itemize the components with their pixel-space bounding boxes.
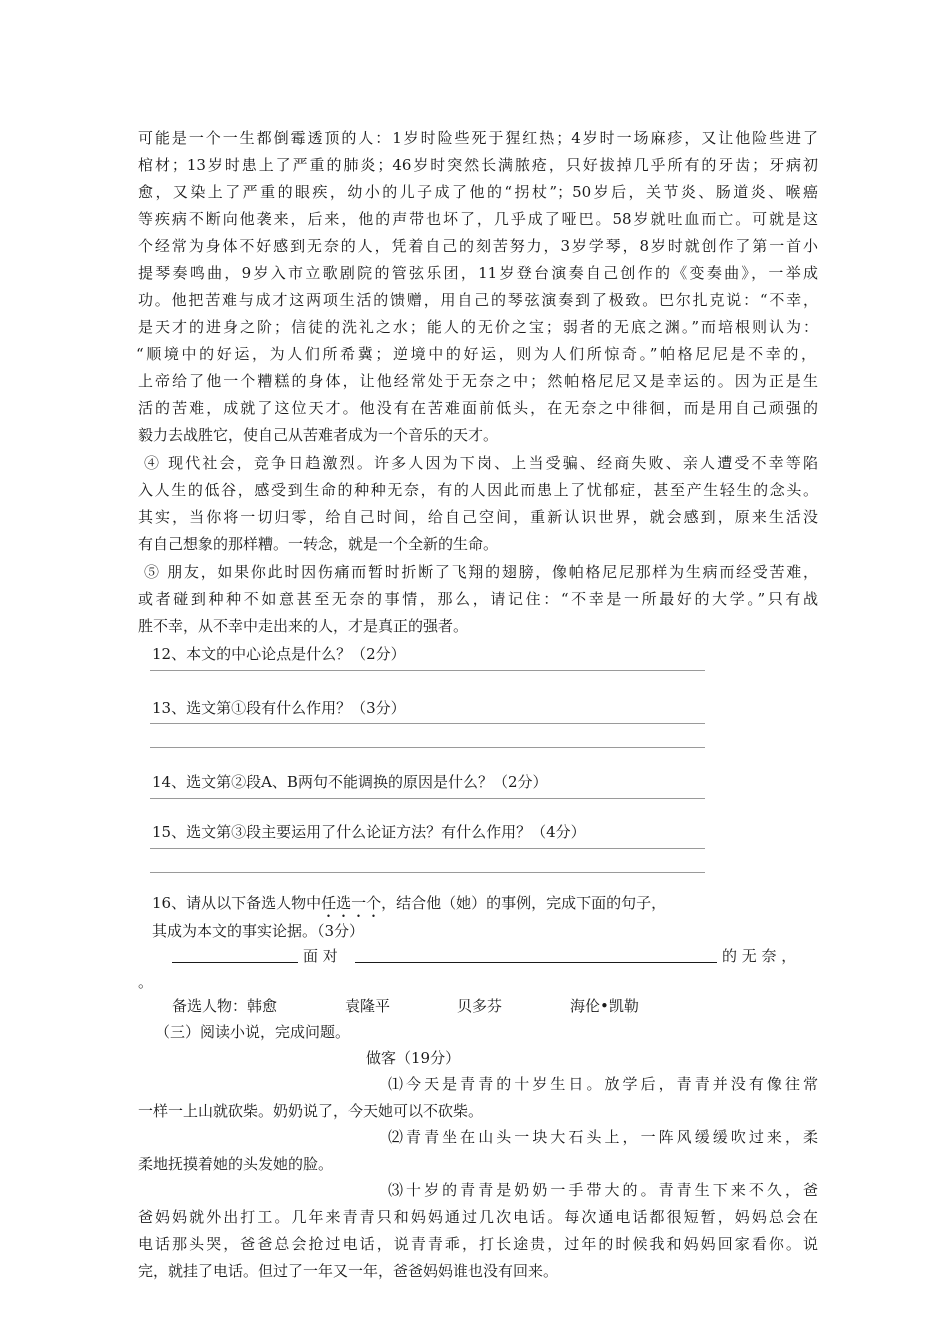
question-16-continued: 其成为本文的事实论据。（3分） <box>152 922 365 940</box>
fill-text: 面 对 <box>303 947 338 965</box>
fill-period: 。 <box>138 973 154 991</box>
question-16-text: ，结合他（她）的事例，完成下面的句子， <box>381 894 667 912</box>
paragraph-line: 上帝给了他一个糟糕的身体，让他经常处于无奈之中；然帕格尼尼又是幸运的。因为正是生 <box>138 372 818 390</box>
emphasis-text: 任选一个 <box>321 894 382 912</box>
candidate-item: 韩愈 <box>247 997 278 1015</box>
fill-blank[interactable] <box>355 946 717 963</box>
paragraph-line: 可能是一个一生都倒霉透顶的人：1岁时险些死于猩红热；4岁时一场麻疹，又让他险些进了 <box>138 129 818 147</box>
paragraph-line: ⑵青青坐在山头一块大石头上，一阵风缓缓吹过来，柔 <box>388 1128 818 1146</box>
paragraph-line: 入人生的低谷，感受到生命的种种无奈，有的人因此而患上了忧郁症，甚至产生轻生的念头。 <box>138 481 818 499</box>
paragraph-line: 电话那头哭，爸爸总会抢过电话，说青青乖，打长途贵，过年的时候我和妈妈回家看你。说 <box>138 1235 818 1253</box>
answer-line[interactable] <box>150 798 705 799</box>
answer-line[interactable] <box>150 723 705 724</box>
paragraph-line: 活的苦难，成就了这位天才。他没有在苦难面前低头，在无奈之中徘徊，而是用自己顽强的 <box>138 399 818 417</box>
question-12: 12、本文的中心论点是什么？（2分） <box>152 645 406 663</box>
section-3-heading: （三）阅读小说，完成问题。 <box>155 1023 351 1041</box>
candidate-item: 贝多芬 <box>457 997 503 1015</box>
fill-blank[interactable] <box>172 946 298 963</box>
answer-line[interactable] <box>150 848 705 849</box>
story-title: 做客（19分） <box>366 1049 461 1067</box>
paragraph-line: 提琴奏鸣曲，9岁入市立歌剧院的管弦乐团，11岁登台演奏自己创作的《变奏曲》，一举成 <box>138 264 818 282</box>
paragraph-line: 是天才的进身之阶；信徒的洗礼之水；能人的无价之宝；弱者的无底之渊。”而培根则认为： <box>138 318 818 336</box>
paragraph-line: 个经常为身体不好感到无奈的人，凭着自己的刻苦努力，3岁学琴，8岁时就创作了第一首小 <box>138 237 818 255</box>
paragraph-line: 爸妈妈就外出打工。几年来青青只和妈妈通过几次电话。每次通电话都很短暂，妈妈总会在 <box>138 1208 818 1226</box>
paragraph-line: 或者碰到种种不如意甚至无奈的事情，那么，请记住：“不幸是一所最好的大学。”只有战 <box>138 590 818 608</box>
paragraph-line: 毅力去战胜它，使自己从苦难者成为一个音乐的天才。 <box>138 426 499 444</box>
paragraph-line: 等疾病不断向他袭来，后来，他的声带也坏了，几乎成了哑巴。58岁就吐血而亡。可就是这 <box>138 210 818 228</box>
paragraph-line: 其实，当你将一切归零，给自己时间，给自己空间，重新认识世界，就会感到，原来生活没 <box>138 508 818 526</box>
answer-line[interactable] <box>150 747 705 748</box>
question-14: 14、选文第②段A、B两句不能调换的原因是什么？（2分） <box>152 773 548 791</box>
paragraph-line: “顺境中的好运，为人们所希冀；逆境中的好运，则为人们所惊奇。”帕格尼尼是不幸的， <box>136 345 816 363</box>
paragraph-line: 棺材；13岁时患上了严重的肺炎；46岁时突然长满脓疮，只好拔掉几乎所有的牙齿；牙病初 <box>138 156 818 174</box>
paragraph-line: ④ 现代社会，竞争日趋激烈。许多人因为下岗、上当受骗、经商失败、亲人遭受不幸等陷 <box>144 454 818 472</box>
fill-text: 的 无 奈 ， <box>722 947 797 965</box>
paragraph-line: 胜不幸，从不幸中走出来的人，才是真正的强者。 <box>138 617 469 635</box>
paragraph-line: ⑶十岁的青青是奶奶一手带大的。青青生下来不久，爸 <box>388 1181 818 1199</box>
question-16 <box>152 893 832 921</box>
question-16-text: 16、请从以下备选人物中 <box>152 894 322 912</box>
question-15: 15、选文第③段主要运用了什么论证方法？有什么作用？（4分） <box>152 823 586 841</box>
candidate-item: 海伦•凯勒 <box>570 997 639 1015</box>
answer-line[interactable] <box>150 872 705 873</box>
paragraph-line: 愈，又染上了严重的眼疾，幼小的儿子成了他的“拐杖”；50岁后，关节炎、肠道炎、喉癌 <box>138 183 818 201</box>
paragraph-line: 有自己想象的那样糟。一转念，就是一个全新的生命。 <box>138 535 499 553</box>
paragraph-line: 完，就挂了电话。但过了一年又一年，爸爸妈妈谁也没有回来。 <box>138 1262 559 1280</box>
candidate-item: 袁隆平 <box>345 997 391 1015</box>
question-13: 13、选文第①段有什么作用？（3分） <box>152 699 406 717</box>
answer-line[interactable] <box>150 670 705 671</box>
paragraph-line: 柔地抚摸着她的头发她的脸。 <box>138 1155 334 1173</box>
candidates-label: 备选人物： <box>172 997 248 1015</box>
paragraph-line: 一样一上山就砍柴。奶奶说了，今天她可以不砍柴。 <box>138 1102 484 1120</box>
paragraph-line: 功。他把苦难与成才这两项生活的馈赠，用自己的琴弦演奏到了极致。巴尔扎克说：“不幸， <box>138 291 818 309</box>
paragraph-line: ⑴今天是青青的十岁生日。放学后，青青并没有像往常 <box>388 1075 818 1093</box>
paragraph-line: ⑤ 朋友，如果你此时因伤痛而暂时折断了飞翔的翅膀，像帕格尼尼那样为生病而经受苦难， <box>144 563 818 581</box>
